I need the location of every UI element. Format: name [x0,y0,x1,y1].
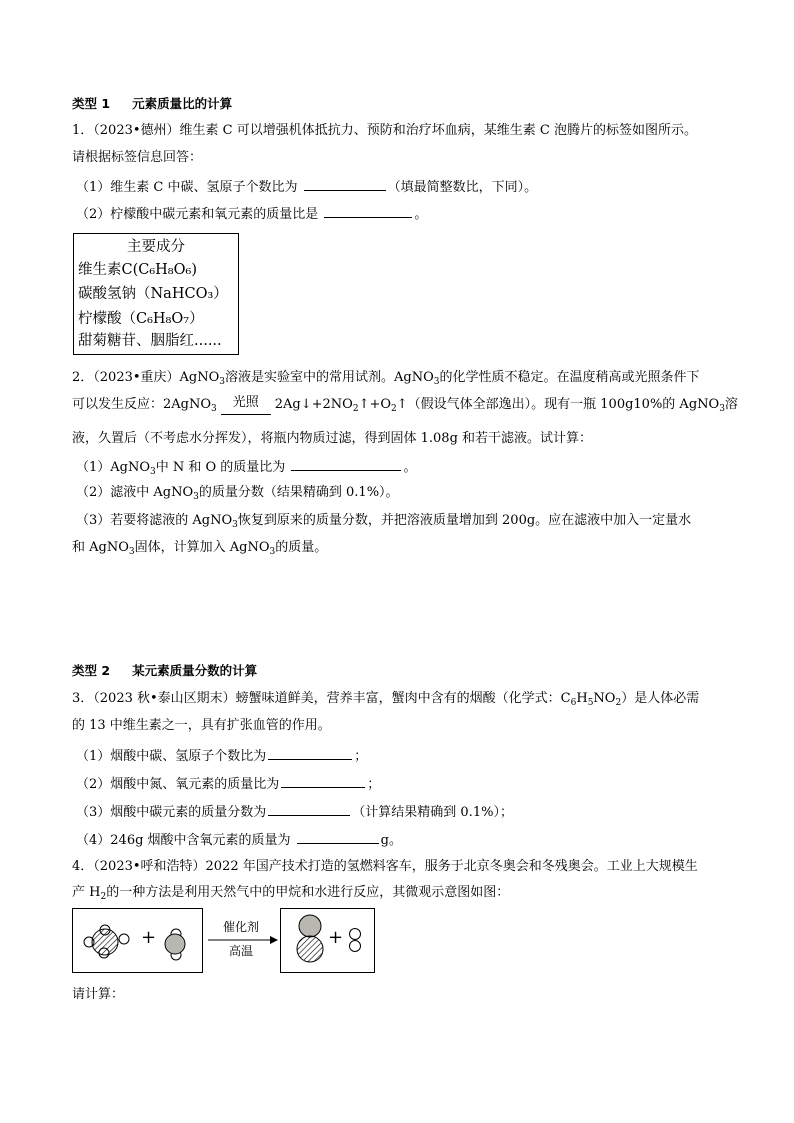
carbon-atom-icon [92,929,118,955]
hydrogen-atom-icon [119,934,129,944]
q3-part2: （2）烟酸中氮、氧元素的质量比为 ； [76,773,380,795]
q2-stem-line1: 2．（2023•重庆）AgNO$_3$溶液是实验室中的常用试剂。AgNO$_3$的化学性质不稳定。在温度稍高或光照条件下 [72,370,700,387]
q4-calculate-prompt: 请计算： [72,987,125,1002]
q4-stem-line1: 4．（2023•呼和浩特）2022 年国产技术打造的氢燃料客车，服务于北京冬奥会和冬残奥会。工业上大规模生 [72,859,698,874]
reactants-plus-sign: + [141,927,157,948]
oxygen-atom-icon [299,915,321,937]
label-item-citric-acid: 柠檬酸（C₆H₈O₇） [78,311,204,327]
q2-part3-line2: 和 AgNO$_3$固体，计算加入 AgNO$_3$的质量。 [72,540,328,557]
hydrogen-atom-icon [350,941,361,952]
methane-water-molecules-diagram [73,909,201,971]
reactants-box [72,908,203,973]
carbon-atom-icon [297,936,323,962]
section-heading-type1: 类型 1 元素质量比的计算 [72,96,233,111]
q3-stem-line2: 的 13 中维生素之一，具有扩张血管的作用。 [72,718,331,733]
q1-stem-line2: 请根据标签信息回答： [72,150,203,165]
reaction-condition-catalyst: 催化剂 [222,920,259,934]
section-heading-type2: 类型 2 某元素质量分数的计算 [72,663,258,678]
label-item-sodium-bicarbonate: 碳酸氢钠（NaHCO₃） [78,286,228,302]
carbon-monoxide-hydrogen-molecules-diagram [281,909,373,971]
q3-part1-answer-blank[interactable] [268,745,352,760]
q1-part2: （2）柠檬酸中碳元素和氧元素的质量比是 。 [76,203,427,225]
label-title: 主要成分 [127,239,185,255]
q2-part1: （1）AgNO$_3$中 N 和 O 的质量比为 。 [76,456,416,478]
q4-stem-line2: 产 $H_2$的一种方法是利用天然气中的甲烷和水进行反应，其微观示意图如图： [72,885,510,902]
q3-part4-answer-blank[interactable] [297,829,379,844]
reaction-condition-high-temperature: 高温 [228,944,253,958]
q2-part1-answer-blank[interactable] [291,456,401,471]
oxygen-atom-icon [165,934,185,954]
label-item-vitamin-c: 维生素C(C₆H₈O₆) [78,262,197,278]
q3-part3-answer-blank[interactable] [268,801,350,816]
q3-part3: （3）烟酸中碳元素的质量分数为 （计算结果精确到 0.1%）； [76,801,513,823]
q1-part2-answer-blank[interactable] [324,203,412,218]
q1-part1: （1）维生素 C 中碳、氢原子个数比为 （填最简整数比，下同）。 [76,176,537,198]
q3-part4: （4）246g 烟酸中含氧元素的质量为 g。 [76,829,402,851]
q1-stem-line1: 1．（2023•德州）维生素 C 可以增强机体抵抗力、预防和治疗坏血病，某维生素 C 泡腾片的标签如图所示。 [72,123,697,138]
q3-stem-line1: 3．（2023 秋•泰山区期末）螃蟹味道鲜美，营养丰富，蟹肉中含有的烟酸（化学式：$C_6H_5NO_2$）是人体必需 [72,691,700,708]
label-item-sweeteners: 甜菊糖苷、胭脂红...... [78,333,222,349]
q1-part1-answer-blank[interactable] [304,176,386,191]
q2-stem-line2-equation: 可以发生反应：2AgNO$_3$ 光照 $2Ag↓+2NO_2↑+O_2↑$（假设气体全部逸出）。现有一瓶 100g10%的 AgNO$_3$溶 [72,395,738,414]
q2-part3-line1: （3）若要将滤液的 AgNO$_3$恢复到原来的质量分数，并把溶液质量增加到 200g。应在滤液中加入一定量水 [76,513,692,530]
reaction-arrow-icon [206,936,278,944]
q2-part2: （2）滤液中 AgNO$_3$的质量分数（结果精确到 0.1%）。 [76,485,399,502]
products-plus-sign: + [328,927,344,948]
reaction-condition-light: 光照 [221,397,271,413]
hydrogen-atom-icon [350,929,361,940]
vitamin-c-label-box [73,233,239,355]
q3-part2-answer-blank[interactable] [281,773,365,788]
q2-stem-line3: 液，久置后（不考虑水分挥发），将瓶内物质过滤，得到固体 1.08g 和若干滤液。试计算： [72,431,593,446]
q3-part1: （1）烟酸中碳、氢原子个数比为 ； [76,745,367,767]
